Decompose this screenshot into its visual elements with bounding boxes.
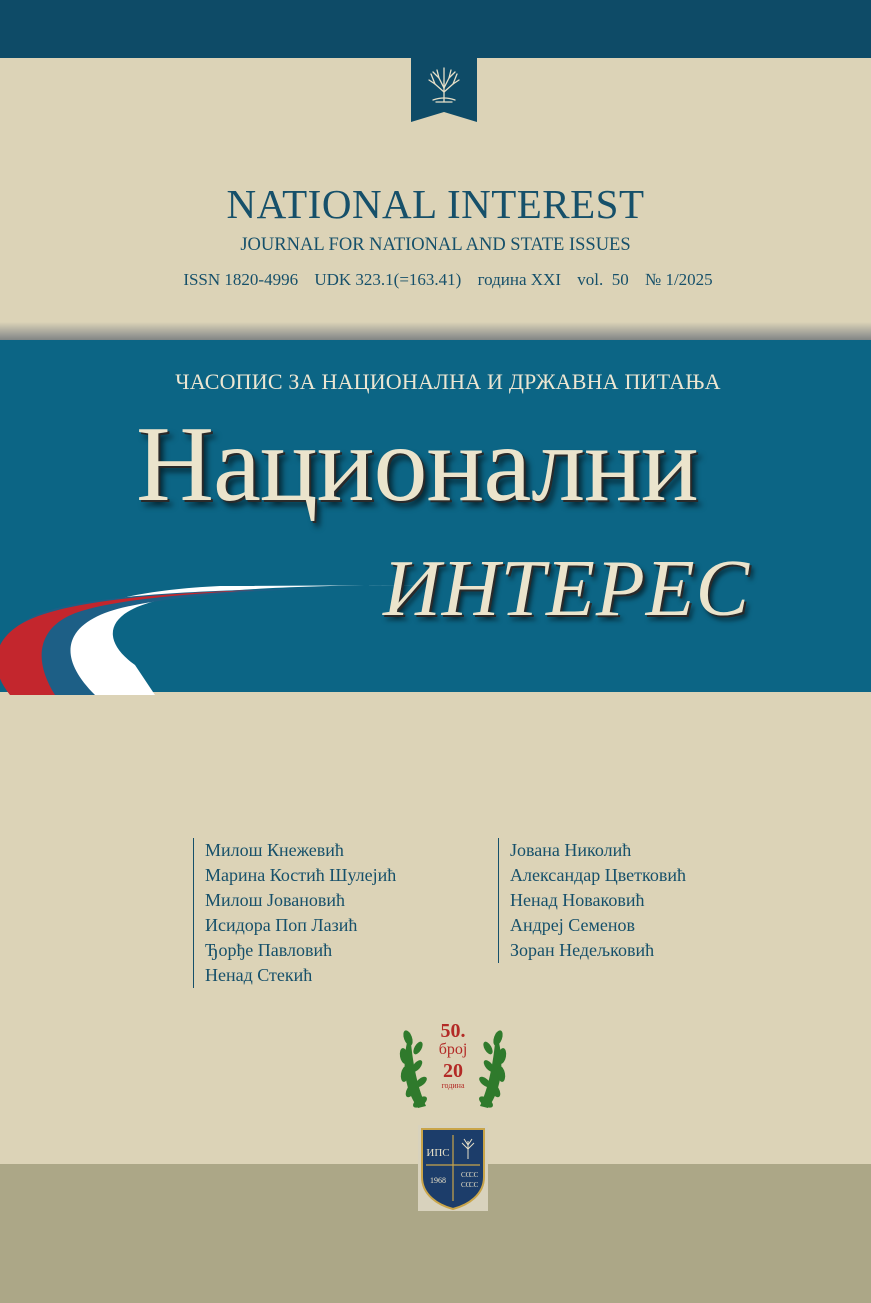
jubilee-label (398, 1020, 508, 1090)
subtitle-cyrillic: ЧАСОПИС ЗА НАЦИОНАЛНА И ДРЖАВНА ПИТАЊА (175, 369, 721, 394)
svg-text:CC: CC (469, 1181, 479, 1189)
author-name: Милош Јовановић (205, 890, 346, 910)
title-cyrillic-line2: ИНТЕРЕС (383, 545, 750, 633)
author-name: Јована Николић (510, 840, 632, 860)
authors-column-1 (193, 838, 396, 988)
subtitle-en: JOURNAL FOR NATIONAL AND STATE ISSUES (240, 235, 631, 255)
publication-meta (0, 270, 871, 290)
crest-year: 1968 (430, 1176, 446, 1185)
jubilee-number: 50. (440, 1020, 466, 1042)
svg-text:CC: CC (461, 1171, 471, 1179)
svg-text:CC: CC (461, 1181, 471, 1189)
issn: ISSN 1820-4996 (183, 270, 299, 289)
author-name: Ненад Стекић (205, 965, 313, 985)
author-name: Ненад Новаковић (510, 890, 645, 910)
author-name: Исидора Поп Лазић (205, 915, 358, 935)
issue: № 1/2025 (644, 270, 713, 289)
author-name: Александар Цветковић (510, 865, 686, 885)
author-name: Ђорђе Павловић (205, 940, 333, 960)
authors-column-2 (498, 838, 686, 963)
author-name: Зоран Недељковић (510, 940, 655, 960)
flag-ribbon (0, 580, 420, 695)
tree-icon (411, 58, 477, 122)
udk: UDK 323.1(=163.41) (314, 270, 462, 289)
jubilee-godina: година (441, 1081, 465, 1090)
year-label: година XXI (477, 270, 561, 289)
jubilee-years: 20 (443, 1060, 463, 1082)
author-name: Андреј Семенов (510, 915, 636, 935)
author-name: Марина Костић Шулејић (205, 865, 397, 885)
volume: vol. 50 (577, 270, 629, 289)
svg-text:CC: CC (469, 1171, 479, 1179)
institute-crest-icon (418, 1125, 488, 1211)
author-name: Милош Кнежевић (205, 840, 344, 860)
title-en: NATIONAL INTEREST (226, 181, 645, 227)
top-band (0, 0, 871, 58)
jubilee-broj: број (438, 1041, 468, 1058)
title-cyrillic-line1: Национални (136, 405, 698, 524)
crest-abbr: ИПС (426, 1147, 450, 1159)
